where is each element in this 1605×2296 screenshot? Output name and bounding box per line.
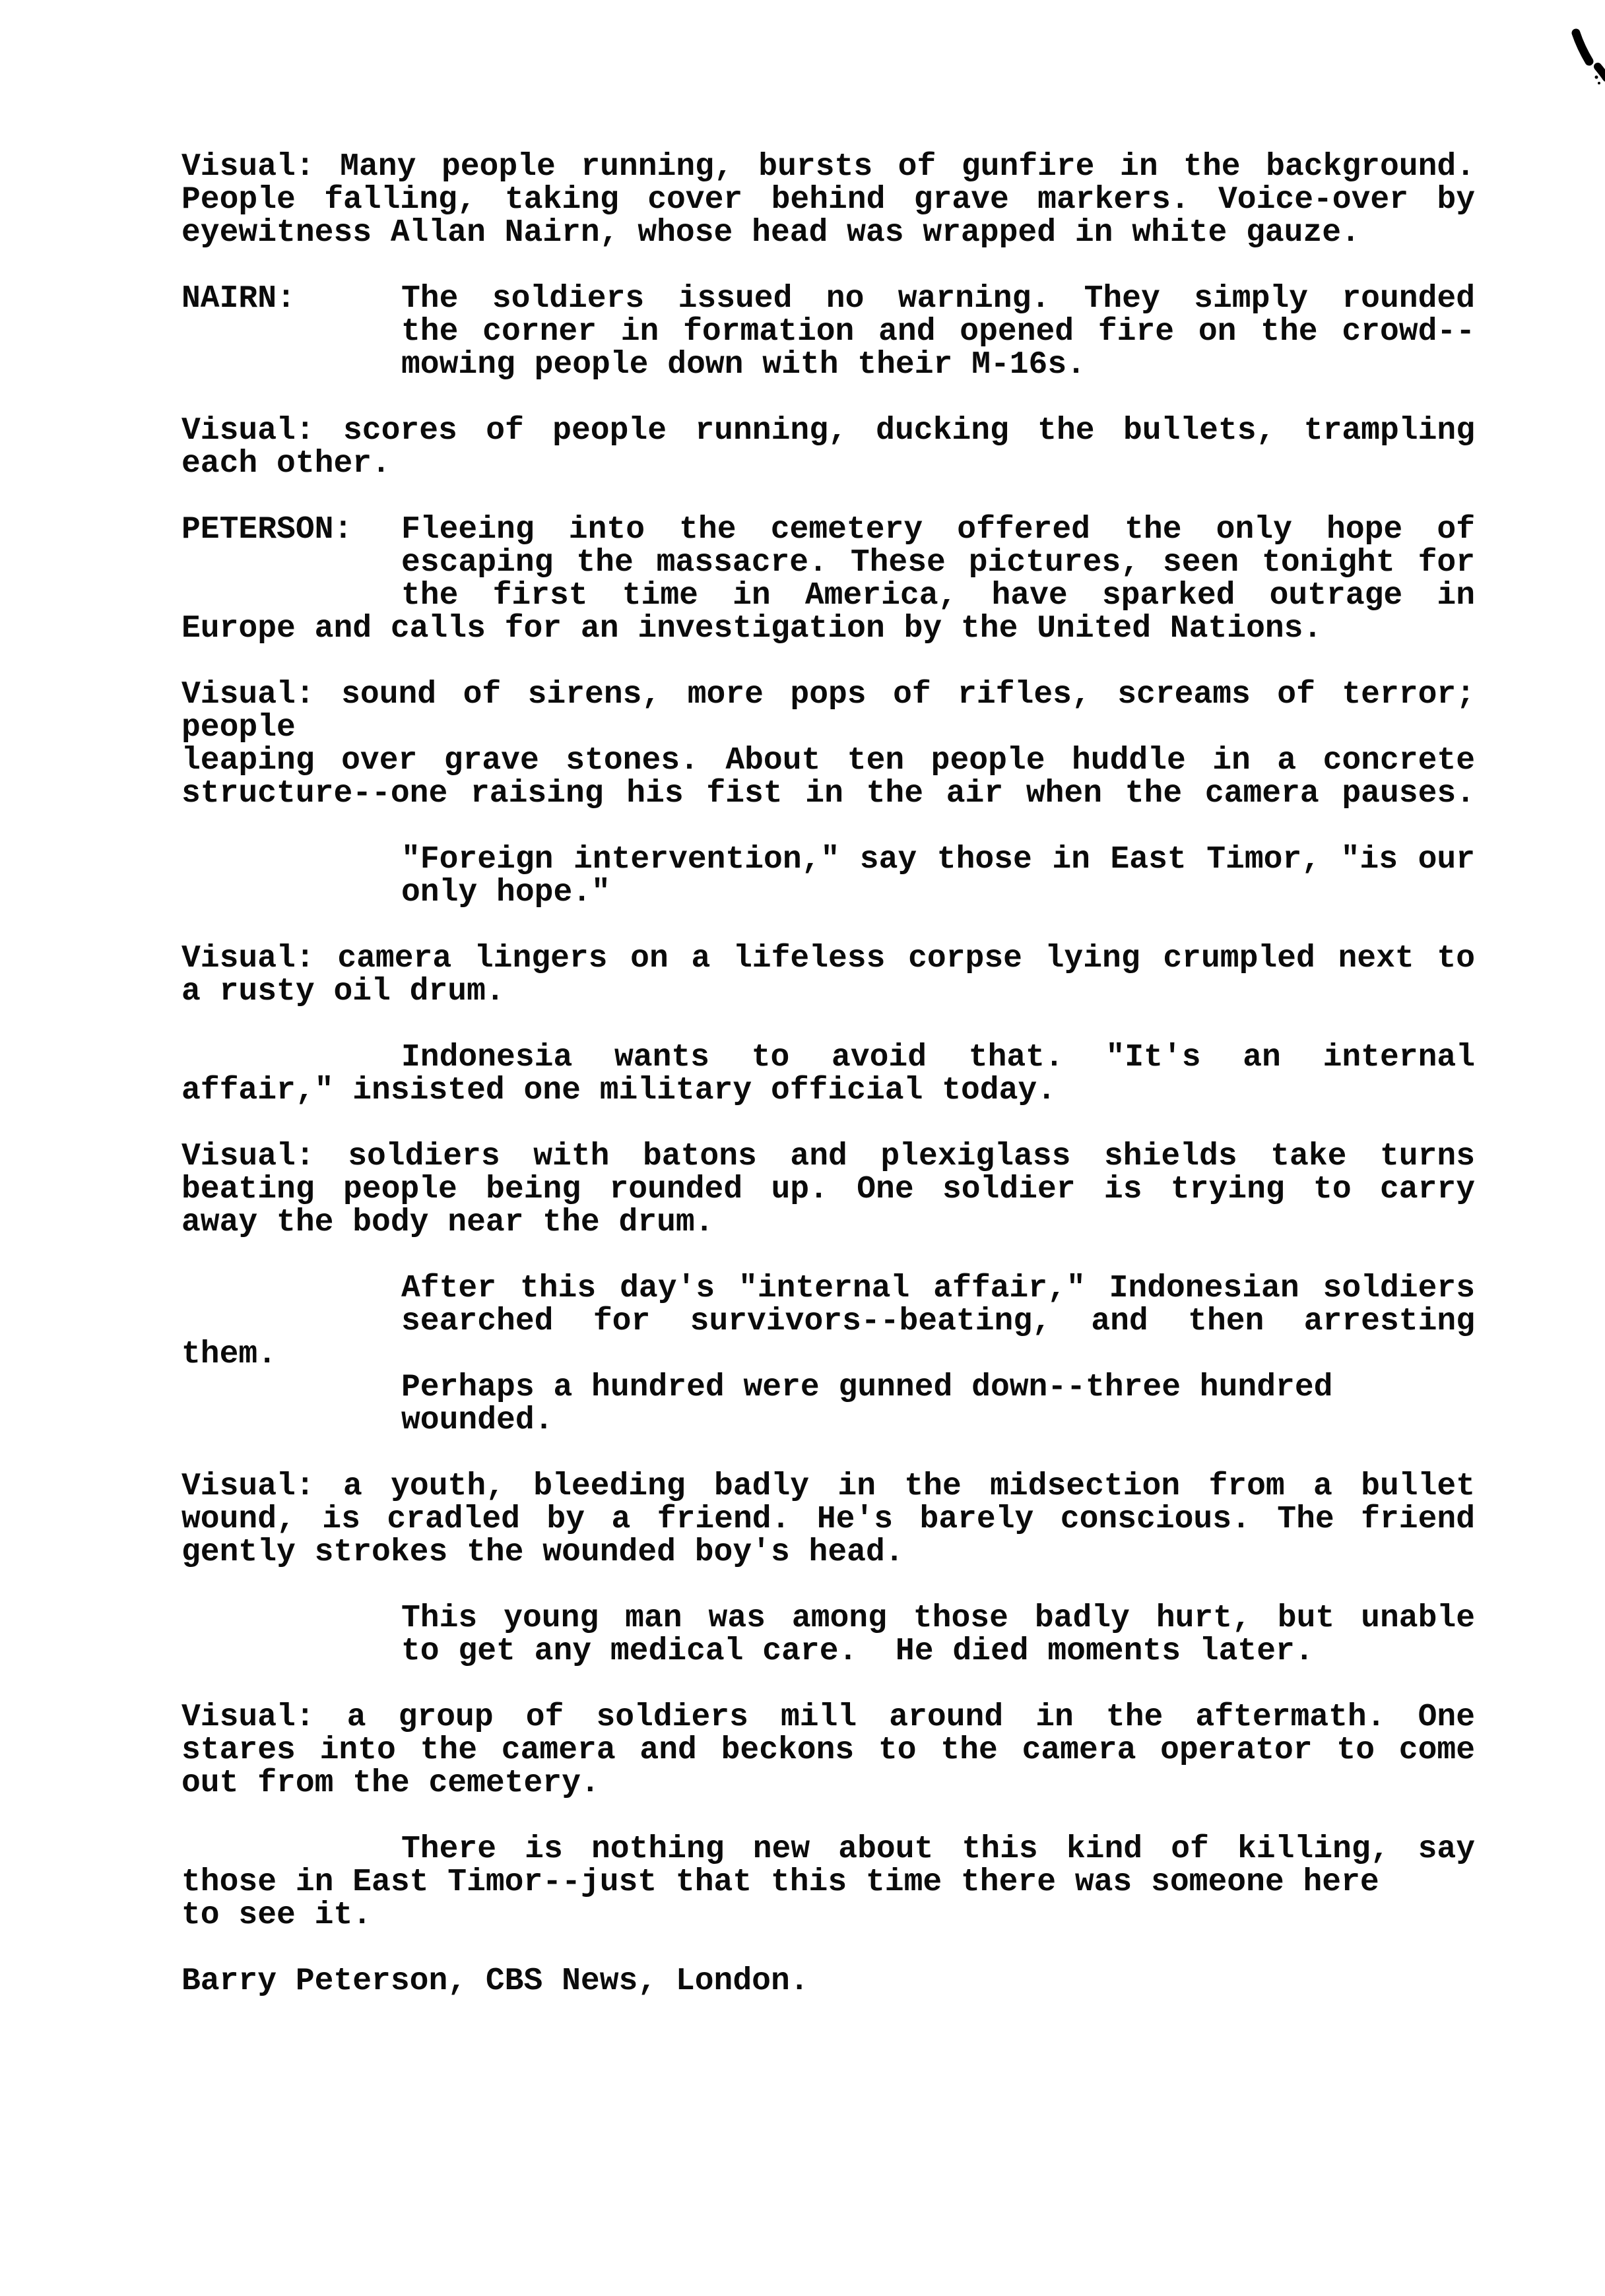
transcript-line xyxy=(181,1536,1475,1569)
speaker-label: PETERSON: xyxy=(181,512,353,548)
line-text: Visual: Many people running, bursts of gunfire in the background. xyxy=(181,149,1475,185)
line-text: "Foreign intervention," say those in East Timor, "is our xyxy=(401,842,1475,877)
blank-line xyxy=(181,810,1475,843)
line-text: people xyxy=(181,710,296,746)
transcript-line xyxy=(181,414,1475,447)
line-text: gently strokes the wounded boy's head. xyxy=(181,1535,904,1570)
blank-line xyxy=(181,645,1475,678)
transcript-line xyxy=(181,1173,1475,1206)
transcript-line xyxy=(181,348,1475,381)
transcript-line xyxy=(181,1734,1475,1767)
transcript-line xyxy=(181,579,1475,612)
line-text: Visual: sound of sirens, more pops of rifles, screams of terror; xyxy=(181,677,1475,713)
transcript-line xyxy=(181,1866,1475,1899)
line-text: each other. xyxy=(181,446,391,482)
transcript-line xyxy=(181,1206,1475,1239)
line-text: out from the cemetery. xyxy=(181,1766,600,1801)
line-text: them. xyxy=(181,1337,277,1372)
transcript-line xyxy=(181,876,1475,909)
line-text: Visual: a youth, bleeding badly in the midsection from a bullet xyxy=(181,1469,1475,1504)
line-text: wound, is cradled by a friend. He's barely conscious. The friend xyxy=(181,1502,1475,1537)
line-text: wounded. xyxy=(401,1403,554,1438)
blank-line xyxy=(181,381,1475,414)
transcript-line xyxy=(181,1470,1475,1503)
transcript-line xyxy=(181,843,1475,876)
line-text: the first time in America, have sparked outrage in xyxy=(401,578,1475,614)
line-text: away the body near the drum. xyxy=(181,1205,714,1240)
blank-line xyxy=(181,1569,1475,1602)
transcript-line xyxy=(181,1140,1475,1173)
transcript-line xyxy=(181,1602,1475,1635)
transcript-line xyxy=(181,975,1475,1008)
transcript-line xyxy=(181,1965,1475,1998)
line-text: structure--one raising his fist in the air when the camera pauses. xyxy=(181,776,1475,812)
line-text: Perhaps a hundred were gunned down--three hundred xyxy=(401,1370,1333,1405)
transcript-line xyxy=(181,1503,1475,1536)
transcript-text xyxy=(181,150,1475,1998)
line-text: People falling, taking cover behind grave markers. Voice-over by xyxy=(181,182,1475,218)
line-text: eyewitness Allan Nairn, whose head was wrapped in white gauze. xyxy=(181,215,1360,251)
transcript-line xyxy=(181,216,1475,249)
line-text: stares into the camera and beckons to the camera operator to come xyxy=(181,1733,1475,1768)
line-text: The soldiers issued no warning. They simply rounded xyxy=(401,281,1475,317)
line-text: beating people being rounded up. One soldier is trying to carry xyxy=(181,1172,1475,1207)
transcript-line xyxy=(181,942,1475,975)
line-text: Visual: a group of soldiers mill around in the aftermath. One xyxy=(181,1700,1475,1735)
line-text: Indonesia wants to avoid that. "It's an internal xyxy=(401,1040,1475,1075)
transcript-line xyxy=(181,1635,1475,1668)
transcript-line xyxy=(181,546,1475,579)
transcript-line xyxy=(181,744,1475,777)
transcript-line xyxy=(181,1305,1475,1338)
line-text: Visual: soldiers with batons and plexiglass shields take turns xyxy=(181,1139,1475,1174)
blank-line xyxy=(181,909,1475,942)
transcript-line xyxy=(181,513,1475,546)
transcript-line xyxy=(181,612,1475,645)
line-text: Visual: scores of people running, ducking the bullets, trampling xyxy=(181,413,1475,449)
line-text: leaping over grave stones. About ten people huddle in a concrete xyxy=(181,743,1475,779)
line-text: escaping the massacre. These pictures, seen tonight for xyxy=(401,545,1475,581)
line-text: This young man was among those badly hurt, but unable xyxy=(401,1601,1475,1636)
transcript-line xyxy=(181,1701,1475,1734)
line-text: those in East Timor--just that this time there was someone here xyxy=(181,1865,1379,1900)
transcript-line xyxy=(181,1074,1475,1107)
transcript-line xyxy=(181,1272,1475,1305)
line-text: After this day's "internal affair," Indonesian soldiers xyxy=(401,1271,1475,1306)
transcript-line xyxy=(181,1767,1475,1800)
line-text: the corner in formation and opened fire on the crowd-- xyxy=(401,314,1475,350)
transcript-line xyxy=(181,1404,1475,1437)
transcript-line xyxy=(181,777,1475,810)
blank-line xyxy=(181,1239,1475,1272)
transcript-line xyxy=(181,1338,1475,1371)
transcript-line xyxy=(181,678,1475,711)
transcript-line xyxy=(181,150,1475,183)
line-text: searched for survivors--beating, and then arresting xyxy=(401,1304,1475,1339)
line-text: Barry Peterson, CBS News, London. xyxy=(181,1963,809,1999)
transcript-line xyxy=(181,183,1475,216)
line-text: Europe and calls for an investigation by the United Nations. xyxy=(181,611,1323,647)
line-text: Fleeing into the cemetery offered the only hope of xyxy=(401,512,1475,548)
line-text: to see it. xyxy=(181,1897,372,1933)
transcript-line xyxy=(181,447,1475,480)
line-text: mowing people down with their M-16s. xyxy=(401,347,1086,383)
blank-line xyxy=(181,1107,1475,1140)
transcript-line xyxy=(181,1833,1475,1866)
line-text: Visual: camera lingers on a lifeless corpse lying crumpled next to xyxy=(181,941,1475,976)
speaker-label: NAIRN: xyxy=(181,281,296,317)
transcript-line xyxy=(181,1371,1475,1404)
line-text: only hope." xyxy=(401,875,610,910)
transcript-line xyxy=(181,315,1475,348)
blank-line xyxy=(181,1932,1475,1965)
blank-line xyxy=(181,1668,1475,1701)
transcript-line xyxy=(181,1041,1475,1074)
transcript-line xyxy=(181,1899,1475,1932)
blank-line xyxy=(181,1800,1475,1833)
transcript-line xyxy=(181,282,1475,315)
blank-line xyxy=(181,1008,1475,1041)
line-text: affair," insisted one military official today. xyxy=(181,1073,1057,1108)
transcript-line xyxy=(181,711,1475,744)
blank-line xyxy=(181,480,1475,513)
line-text: There is nothing new about this kind of killing, say xyxy=(401,1832,1475,1867)
blank-line xyxy=(181,249,1475,282)
line-text: to get any medical care. He died moments later. xyxy=(401,1634,1314,1669)
line-text: a rusty oil drum. xyxy=(181,974,505,1009)
blank-line xyxy=(181,1437,1475,1470)
